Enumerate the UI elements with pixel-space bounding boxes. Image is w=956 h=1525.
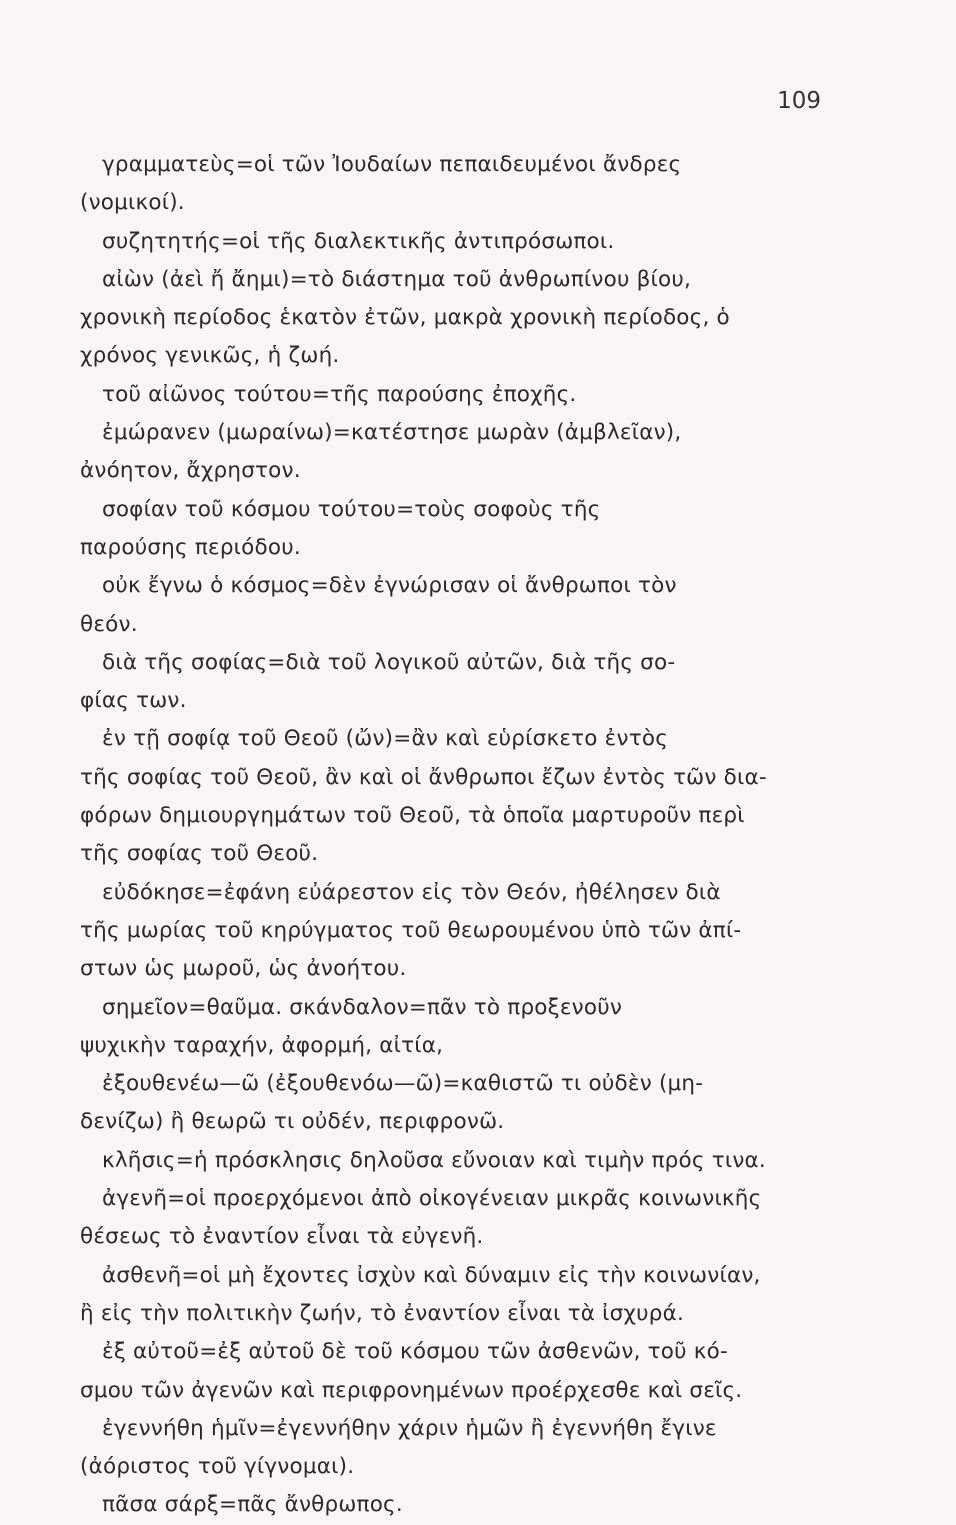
- text-line: συζητητής=οἱ τῆς διαλεκτικῆς ἀντιπρόσωποι.: [102, 228, 615, 254]
- text-line: ἀνόητον, ἄχρηστον.: [80, 458, 301, 484]
- text-line: χρονικὴ περίοδος ἑκατὸν ἐτῶν, μακρὰ χρονικὴ περίοδος, ὁ: [80, 305, 730, 331]
- text-line: ἐμώρανεν (μωραίνω)=κατέστησε μωρὰν (ἀμβλεῖαν),: [102, 420, 682, 446]
- text-line: γραμματεὺς=οἱ τῶν Ἰουδαίων πεπαιδευμένοι ἄνδρες: [102, 152, 682, 177]
- text-line: τῆς μωρίας τοῦ κηρύγματος τοῦ θεωρουμένου ὑπὸ τῶν ἀπί-: [80, 917, 742, 943]
- text-line: θεόν.: [80, 611, 138, 637]
- text-line: ψυχικὴν ταραχήν, ἀφορμή, αἰτία,: [80, 1032, 444, 1058]
- text-line: φόρων δημιουργημάτων τοῦ Θεοῦ, τὰ ὁποῖα μαρτυροῦν περὶ: [80, 803, 745, 829]
- text-line: τῆς σοφίας τοῦ Θεοῦ.: [80, 841, 319, 867]
- text-line: φίας των.: [80, 688, 187, 714]
- text-line: κλῆσις=ἡ πρόσκλησις δηλοῦσα εὔνοιαν καὶ τιμὴν πρός τινα.: [102, 1147, 766, 1173]
- text-line: σοφίαν τοῦ κόσμου τούτου=τοὺς σοφοὺς τῆς: [102, 496, 601, 522]
- text-line: ἐγεννήθη ἡμῖν=ἐγεννήθην χάριν ἡμῶν ἢ ἐγεννήθη ἔγινε: [102, 1415, 717, 1441]
- text-line: (ἀόριστος τοῦ γίγνομαι).: [80, 1454, 355, 1480]
- text-line: ἐξουθενέω—ῶ (ἐξουθενόω—ῶ)=καθιστῶ τι οὐδὲν (μη-: [102, 1071, 704, 1097]
- text-line: οὐκ ἔγνω ὁ κόσμος=δὲν ἐγνώρισαν οἱ ἄνθρωποι τὸν: [102, 573, 677, 599]
- text-line: στων ὡς μωροῦ, ὡς ἀνοήτου.: [80, 956, 407, 982]
- glossary-text: [80, 146, 850, 1525]
- text-line: εὐδόκησε=ἐφάνη εὐάρεστον εἰς τὸν Θεόν, ἠθέλησεν διὰ: [102, 879, 721, 905]
- text-line: δενίζω) ἢ θεωρῶ τι οὐδέν, περιφρονῶ.: [80, 1109, 505, 1135]
- text-line: ἢ εἰς τὴν πολιτικὴν ζωήν, τὸ ἐναντίον εἶναι τὰ ἰσχυρά.: [80, 1300, 685, 1326]
- text-line: ἀσθενῆ=οἱ μὴ ἔχοντες ἰσχὺν καὶ δύναμιν εἰς τὴν κοινωνίαν,: [102, 1262, 761, 1288]
- text-line: σημεῖον=θαῦμα. σκάνδαλον=πᾶν τὸ προξενοῦν: [102, 994, 623, 1020]
- text-line: τοῦ αἰῶνος τούτου=τῆς παρούσης ἐποχῆς.: [102, 381, 577, 407]
- page-number: 109: [777, 88, 821, 114]
- text-line: παρούσης περιόδου.: [80, 534, 301, 560]
- text-line: θέσεως τὸ ἐναντίον εἶναι τὰ εὐγενῆ.: [80, 1224, 484, 1250]
- text-line: σμου τῶν ἀγενῶν καὶ περιφρονημένων προέρχεσθε καὶ σεῖς.: [80, 1377, 743, 1403]
- text-line: αἰὼν (ἀεὶ ἤ ἄημι)=τὸ διάστημα τοῦ ἀνθρωπίνου βίου,: [102, 266, 692, 292]
- text-line: ἐξ αὐτοῦ=ἐξ αὐτοῦ δὲ τοῦ κόσμου τῶν ἀσθενῶν, τοῦ κό-: [102, 1339, 728, 1365]
- text-line: ἐν τῇ σοφίᾳ τοῦ Θεοῦ (ὤν)=ἂν καὶ εὑρίσκετο ἐντὸς: [102, 726, 669, 752]
- text-line: διὰ τῆς σοφίας=διὰ τοῦ λογικοῦ αὐτῶν, διὰ τῆς σο-: [102, 649, 676, 675]
- text-line: (νομικοί).: [80, 190, 185, 216]
- text-line: τῆς σοφίας τοῦ Θεοῦ, ἂν καὶ οἱ ἄνθρωποι ἔζων ἐντὸς τῶν δια-: [80, 764, 767, 790]
- text-line: πᾶσα σάρξ=πᾶς ἄνθρωπος.: [102, 1492, 403, 1518]
- text-line: χρόνος γενικῶς, ἡ ζωή.: [80, 343, 340, 369]
- text-line: ἀγενῆ=οἱ προερχόμενοι ἀπὸ οἰκογένειαν μικρᾶς κοινωνικῆς: [102, 1186, 762, 1212]
